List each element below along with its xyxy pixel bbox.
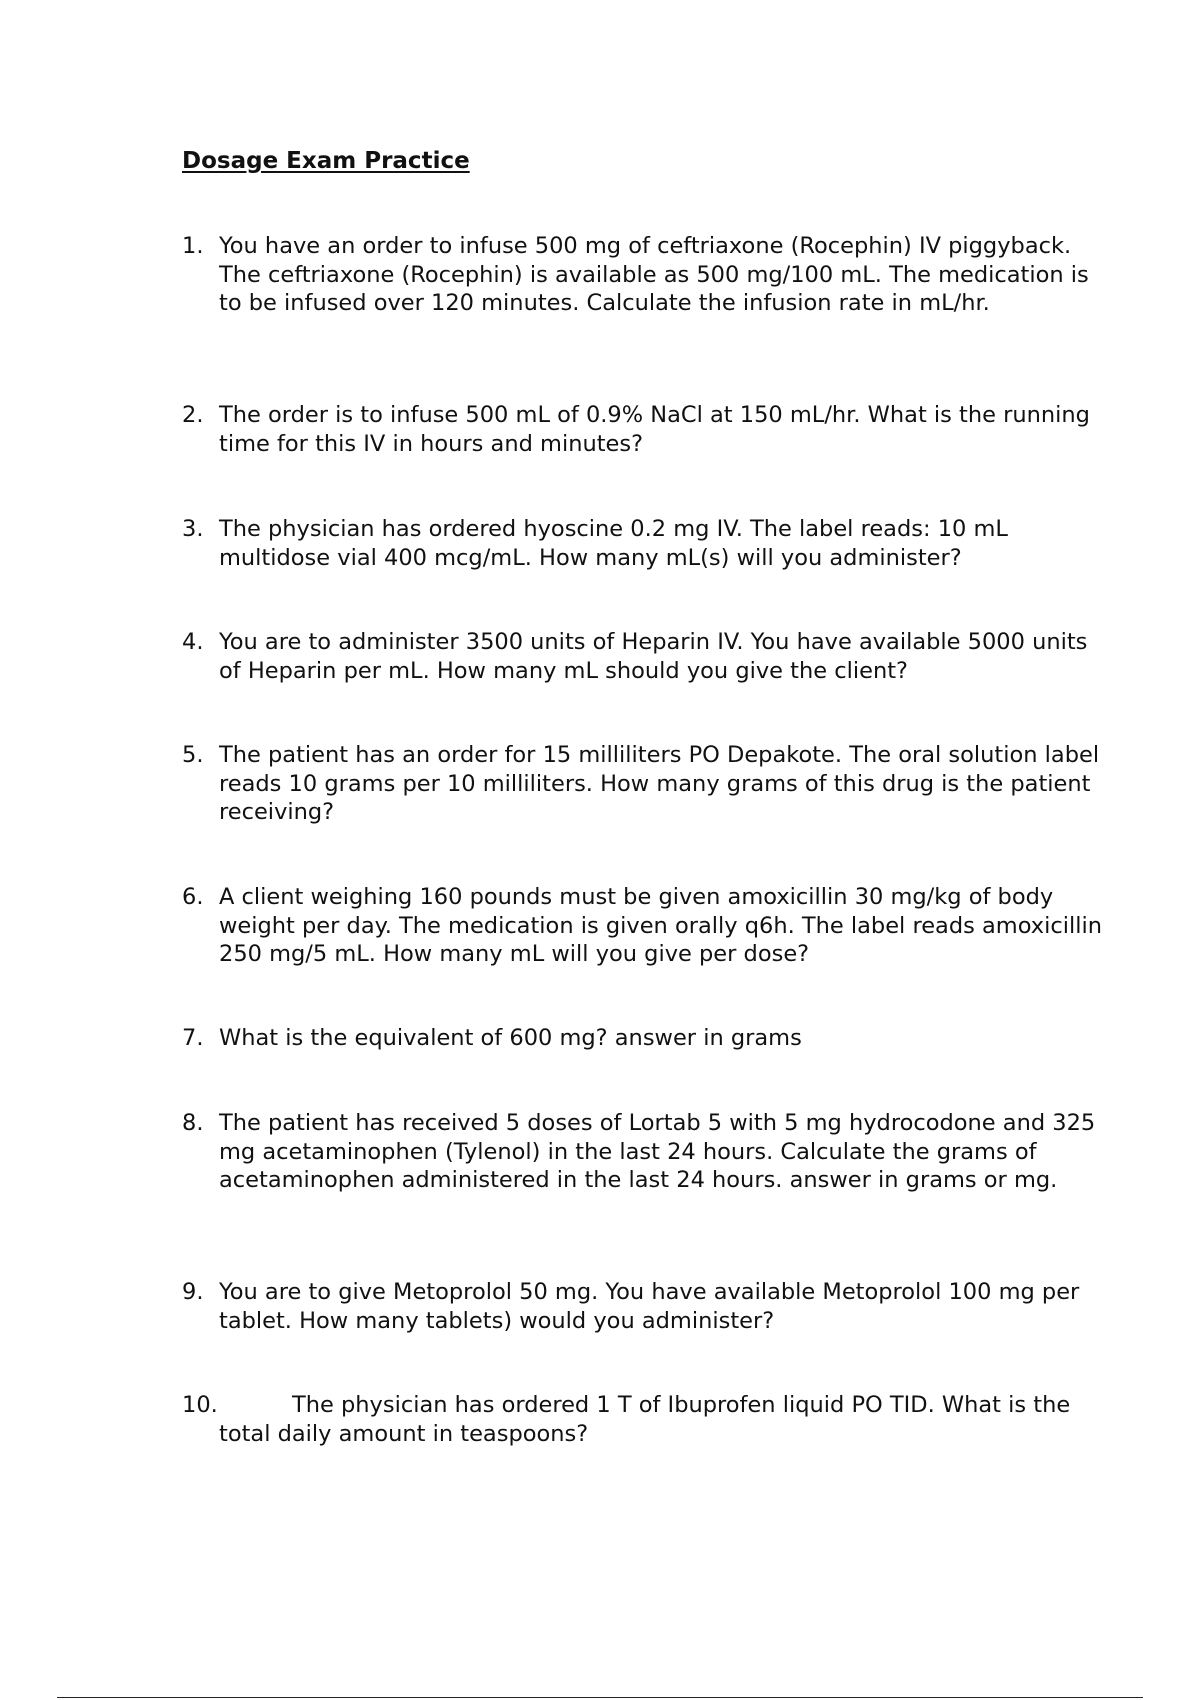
question-text: You are to give Metoprolol 50 mg. You have available Metoprolol 100 mg per tablet. How many tablets) would you administer? (219, 1279, 1080, 1334)
question-text: The patient has received 5 doses of Lortab 5 with 5 mg hydrocodone and 325 mg acetaminophen (Tylenol) in the last 24 hours. Calculate the grams of acetaminophen administered in the last 24 hours. answer in grams or mg. (219, 1110, 1096, 1193)
question-9 (182, 1278, 1102, 1335)
question-number: 1. (182, 233, 204, 259)
question-8 (182, 1109, 1102, 1195)
question-10 (182, 1391, 1102, 1448)
question-2 (182, 401, 1102, 458)
question-6 (182, 883, 1102, 969)
question-text: What is the equivalent of 600 mg? answer in grams (219, 1025, 802, 1051)
question-text: The physician has ordered 1 T of Ibuprofen liquid PO TID. What is the total daily amount in teaspoons? (219, 1392, 1071, 1447)
question-number: 8. (182, 1110, 204, 1136)
question-number: 3. (182, 516, 204, 542)
question-text-wrap (219, 1391, 1102, 1448)
question-7 (182, 1024, 1102, 1053)
question-4 (182, 628, 1102, 685)
question-3 (182, 515, 1102, 572)
question-number: 10. (182, 1392, 218, 1418)
question-text: The physician has ordered hyoscine 0.2 mg IV. The label reads: 10 mL multidose vial 400 mcg/mL. How many mL(s) will you administer? (219, 516, 1008, 571)
question-text: The order is to infuse 500 mL of 0.9% NaCl at 150 mL/hr. What is the running time for this IV in hours and minutes? (219, 402, 1090, 457)
question-text: You are to administer 3500 units of Heparin IV. You have available 5000 units of Heparin per mL. How many mL should you give the client? (219, 629, 1088, 684)
question-5 (182, 741, 1102, 827)
question-text: You have an order to infuse 500 mg of ceftriaxone (Rocephin) IV piggyback. The ceftriaxone (Rocephin) is available as 500 mg/100 mL. The medication is to be infused over 120 minutes. Calculate the infusion rate in mL/hr. (219, 233, 1089, 316)
question-number: 7. (182, 1025, 204, 1051)
question-number: 5. (182, 742, 204, 768)
page-title: Dosage Exam Practice (182, 148, 470, 174)
question-number: 6. (182, 884, 204, 910)
page-bottom-rule (57, 1697, 1143, 1698)
question-number: 9. (182, 1279, 204, 1305)
question-number: 4. (182, 629, 204, 655)
question-text: The patient has an order for 15 milliliters PO Depakote. The oral solution label reads 10 grams per 10 milliliters. How many grams of this drug is the patient receiving? (219, 742, 1100, 825)
question-number: 2. (182, 402, 204, 428)
question-1 (182, 232, 1102, 318)
question-text: A client weighing 160 pounds must be given amoxicillin 30 mg/kg of body weight per day. The medication is given orally q6h. The label reads amoxicillin 250 mg/5 mL. How many mL will you give per dose? (219, 884, 1102, 967)
